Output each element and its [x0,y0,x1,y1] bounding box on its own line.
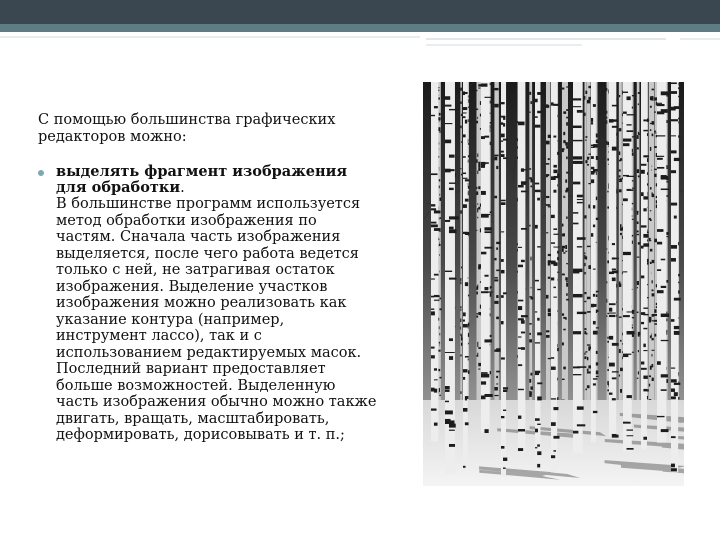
bullet-heading-bold: выделять фрагмент изображения для обработки [56,163,348,196]
slide-text [38,112,378,444]
bullet-heading [56,164,378,196]
top-bar-accent [0,24,720,32]
birch-forest-photo [423,82,684,486]
bullet-icon [38,170,44,176]
birch-forest-illustration [423,82,684,486]
intro-text: С помощью большинства графических редакторов можно: [38,112,336,145]
bullet-heading-tail: . [180,180,185,196]
decor-line [426,44,582,46]
bullet-item [38,164,378,444]
decor-line [426,38,666,40]
decor-line [680,38,720,40]
top-bar [0,0,720,24]
decor-line [0,36,420,38]
bullet-body: В большинстве программ используется метод обработки изображения по частям. Сначала часть изображения выделяется, после чего работа ведется только с ней, не затрагивая остаток изображения. Выделение участков изображения можно реализовать как указание контура (например, инструмент лассо), так и с использованием редактируемых масок. Последний вариант предоставляет больше возможностей. Выделенную часть изображения обычно можно также двигать, вращать, масштабировать, деформировать, дорисовывать и т. п.; [56,196,377,443]
